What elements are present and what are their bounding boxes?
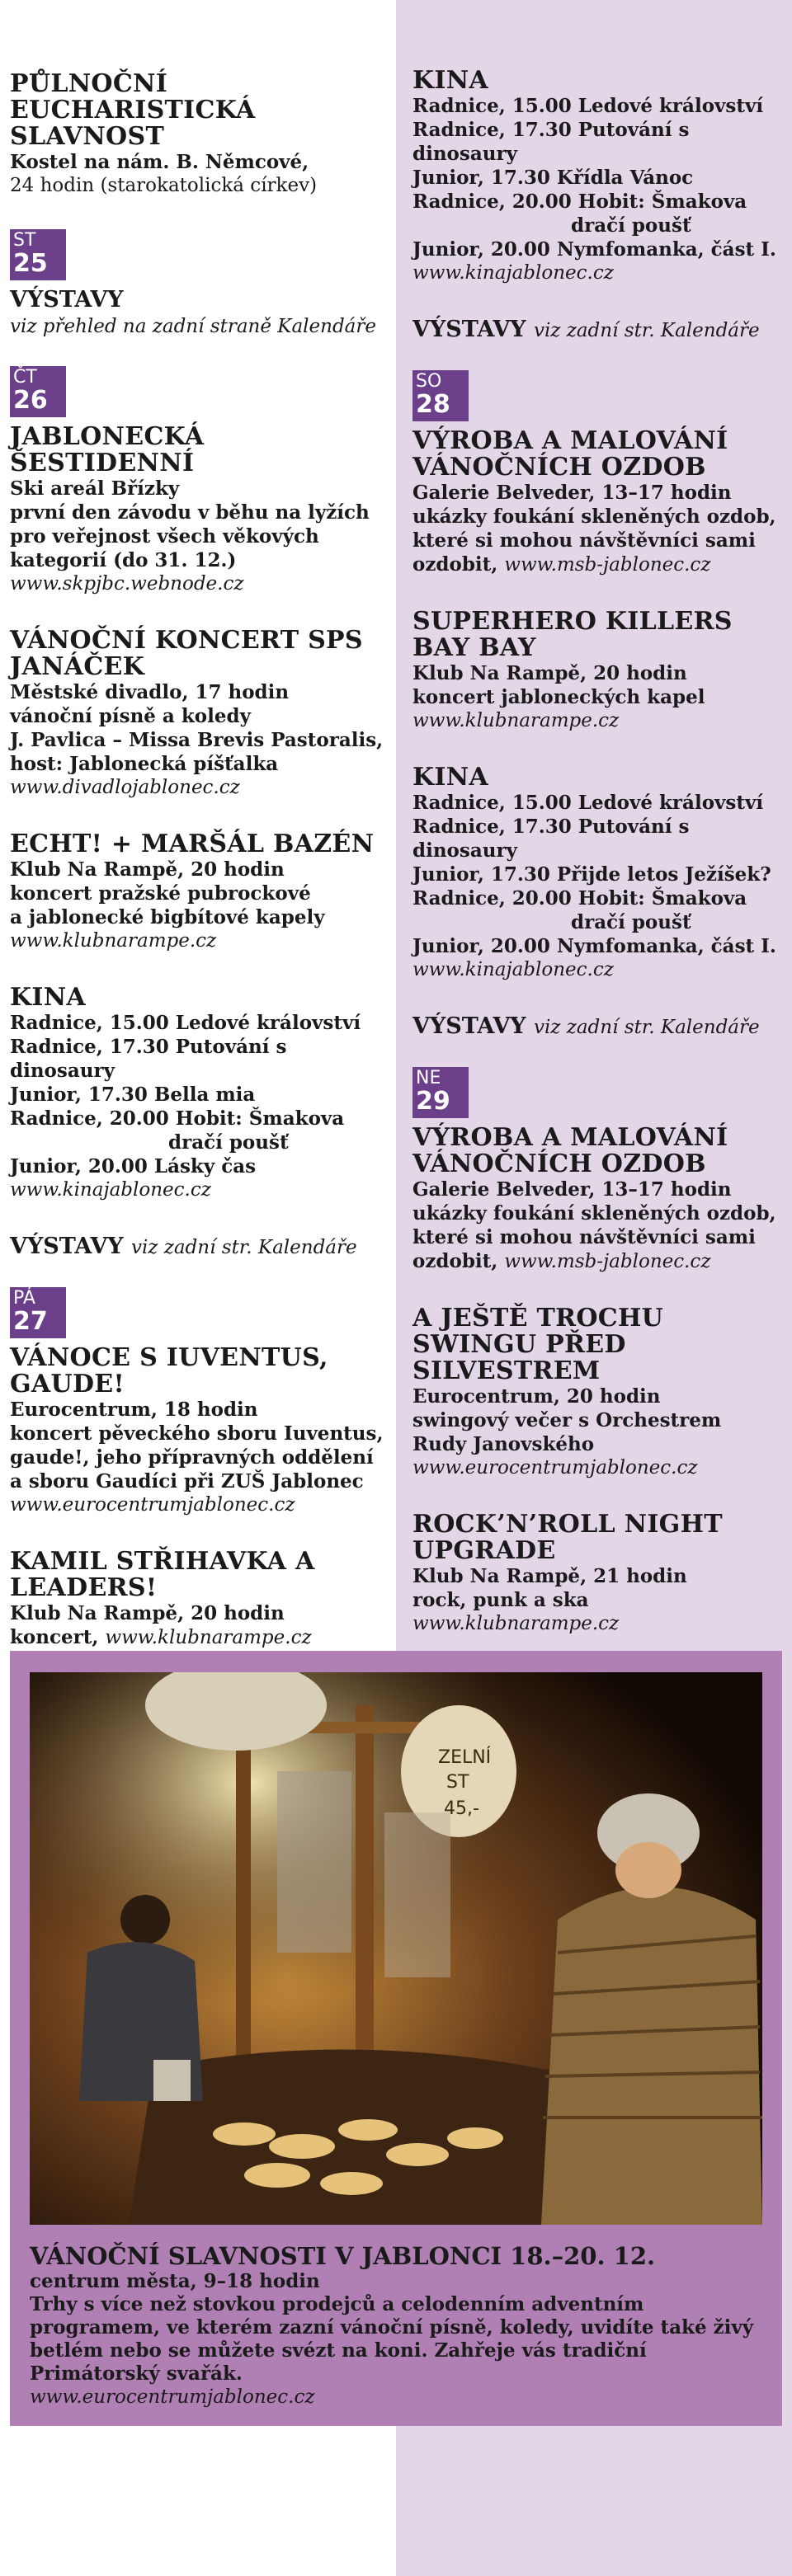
left-column [10,0,389,1681]
event-link[interactable]: www.klubnarampe.cz [412,710,620,731]
event-venue: Klub Na Rampě, 21 hodin [412,1565,687,1587]
exhibitions-title: VÝSTAVY [10,287,124,313]
event-link[interactable]: www.eurocentrumjablonec.cz [412,1457,698,1478]
event-title: KINA [412,66,489,95]
event-line: které si mohou návštěvníci sami [412,529,756,552]
event-title: JABLONECKÁ ŠESTIDENNÍ [10,422,205,477]
event-line: Radnice, 17.30 Putování s dinosaury [10,1036,287,1082]
event-line: J. Pavlica – Missa Brevis Pastoralis, [10,729,384,751]
event-line: ozdobit, [412,1250,505,1272]
event-venue: Klub Na Rampě, 20 hodin [10,1602,285,1624]
event-title: ROCK’N’ROLL NIGHT UPGRADE [412,1510,723,1565]
event-link[interactable]: www.divadlojablonec.cz [10,777,240,798]
event-line: kategorií (do 31. 12.) [10,549,237,571]
event-link[interactable]: www.msb-jablonec.cz [504,1251,711,1272]
event-line: Radnice, 20.00 Hobit: Šmakova [412,887,747,910]
event-rocknroll [412,1511,792,1636]
day-name: ČT [13,367,37,388]
day-badge-29 [412,1067,469,1118]
event-time: 24 hodin (starokatolická církev) [10,175,318,196]
event-line: první den závodu v běhu na lyžích [10,501,370,524]
event-line: koncert jabloneckých kapel [412,686,705,708]
event-kina-27 [412,68,792,285]
event-line: Junior, 20.00 Nymfomanka, část I. [412,238,776,261]
event-line: Junior, 17.30 Křídla Vánoc [412,167,694,189]
event-line: koncert pěveckého sboru Iuventus, [10,1422,384,1445]
event-venue: Galerie Belveder, 13–17 hodin [412,1178,732,1201]
event-link[interactable]: www.kinajablonec.cz [412,959,614,980]
day-name: SO [416,371,442,392]
event-line: ukázky foukání skleněných ozdob, [412,1202,776,1225]
event-title: PŮLNOČNÍ EUCHARISTICKÁ SLAVNOST [10,69,256,151]
exhibitions-note: viz zadní str. Kalendáře [130,1237,357,1258]
day-badge-26 [10,366,66,417]
event-ornaments-28 [412,428,792,577]
exhibitions-26 [10,1234,389,1259]
day-badge-25 [10,229,66,280]
event-venue: Kostel na nám. B. Němcové, [10,151,309,173]
day-name: PÁ [13,1288,35,1309]
event-line: a jablonecké bigbítové kapely [10,906,325,928]
event-line: Radnice, 17.30 Putování s dinosaury [412,816,690,862]
event-line: Junior, 20.00 Nymfomanka, část I. [412,935,776,957]
feature-caption [30,2243,764,2409]
feature-venue: centrum města, 9–18 hodin [30,2270,320,2292]
event-title: ECHT! + MARŠÁL BAZÉN [10,830,375,858]
feature-box [10,1651,782,2426]
sign-text: ST [446,1772,469,1793]
event-link[interactable]: www.kinajablonec.cz [412,262,614,284]
event-sps-janacek [10,628,389,800]
event-title: KINA [10,983,87,1012]
event-title: VÁNOCE S IUVENTUS, GAUDE! [10,1343,328,1398]
event-venue: Městské divadlo, 17 hodin [10,681,290,703]
exhibitions-27 [412,317,792,342]
event-line: Rudy Janovského [412,1433,595,1455]
day-number: 29 [416,1087,450,1116]
event-venue: Galerie Belveder, 13–17 hodin [412,482,732,504]
event-link[interactable]: www.eurocentrumjablonec.cz [10,1494,295,1516]
event-link[interactable]: www.skpjbc.webnode.cz [10,573,244,595]
exhibitions-title: VÝSTAVY [412,1013,526,1039]
event-line: Radnice, 15.00 Ledové království [412,792,764,814]
event-venue: Klub Na Rampě, 20 hodin [10,858,285,881]
right-column [412,0,792,1667]
event-strihavka [10,1549,389,1650]
day-badge-28 [412,370,469,421]
event-line: Radnice, 20.00 Hobit: Šmakova [10,1107,345,1130]
event-swing [412,1305,792,1480]
event-venue: Ski areál Břízky [10,477,180,500]
event-line: vánoční písně a koledy [10,705,251,727]
event-link[interactable]: www.msb-jablonec.cz [504,554,711,576]
event-line: host: Jablonecká píšťalka [10,753,279,775]
event-line: dračí poušť [571,214,691,237]
event-line: dračí poušť [168,1131,289,1154]
event-line: ozdobit, [412,553,505,576]
day-number: 27 [13,1307,48,1336]
sign-text: 45,- [444,1798,479,1819]
event-sestidenni [10,424,389,596]
event-line: swingový večer s Orchestrem [412,1409,722,1431]
event-line: dračí poušť [571,911,691,933]
event-title: KINA [412,763,489,792]
event-line: Radnice, 17.30 Putování s dinosaury [412,119,690,165]
event-line: koncert, [10,1626,106,1648]
exhibitions-title: VÝSTAVY [10,1234,124,1259]
exhibitions-note: viz zadní str. Kalendáře [533,320,760,341]
sign-text: ZELNÍ [438,1747,492,1768]
event-kina-28 [412,764,792,982]
event-line: koncert pražské pubrockové [10,882,311,905]
event-line: Junior, 17.30 Přijde letos Ježíšek? [412,863,771,886]
event-line: Junior, 17.30 Bella mia [10,1084,256,1106]
day-name: ST [13,230,36,251]
event-line: rock, punk a ska [412,1589,589,1611]
exhibitions-28 [412,1013,792,1039]
event-venue: Klub Na Rampě, 20 hodin [412,662,687,684]
day-badge-27 [10,1287,66,1338]
christmas-market-image [30,1672,762,2225]
exhibitions-25 [10,287,389,338]
event-title: SUPERHERO KILLERS BAY BAY [412,607,733,662]
event-link[interactable]: www.kinajablonec.cz [10,1179,211,1201]
event-ornaments-29 [412,1125,792,1274]
event-link[interactable]: www.klubnarampe.cz [412,1613,620,1634]
day-number: 28 [416,390,450,419]
feature-title: VÁNOČNÍ SLAVNOSTI V JABLONCI 18.–20. 12. [30,2242,656,2270]
event-echt-marsal [10,831,389,953]
event-title: A JEŠTĚ TROCHU SWINGU PŘED SILVESTREM [412,1304,664,1385]
event-line: pro veřejnost všech věkových [10,525,319,548]
day-number: 26 [13,386,48,415]
day-number: 25 [13,249,48,278]
event-title: VÁNOČNÍ KONCERT SPS JANÁČEK [10,626,363,681]
market-photo [30,1672,762,2225]
event-venue: Eurocentrum, 20 hodin [412,1385,661,1408]
event-line: ukázky foukání skleněných ozdob, [412,505,776,528]
exhibitions-note: viz zadní str. Kalendáře [533,1017,760,1038]
event-kina-26 [10,985,389,1202]
event-iuventus [10,1345,389,1517]
event-title: VÝROBA A MALOVÁNÍ VÁNOČNÍCH OZDOB [412,1123,728,1178]
feature-description: Trhy s více než stovkou prodejců a celodenním adventním programem, ve kterém zazní vánoční písně, koledy, uvidíte také živý betlém nebo se můžete svézt na koni. Zahřeje vás tradiční Primátorský svařák. [30,2293,754,2385]
event-line: Junior, 20.00 Lásky čas [10,1155,257,1178]
event-link[interactable]: www.klubnarampe.cz [10,930,217,952]
event-link[interactable]: www.klubnarampe.cz [105,1627,312,1648]
event-line: gaude!, jeho přípravných oddělení [10,1446,374,1469]
day-name: NE [416,1068,441,1088]
event-line: Radnice, 20.00 Hobit: Šmakova [412,190,747,213]
event-line: Radnice, 15.00 Ledové království [10,1012,361,1034]
event-title: KAMIL STŘIHAVKA A LEADERS! [10,1547,315,1602]
event-line: a sboru Gaudíci při ZUŠ Jablonec [10,1470,364,1492]
exhibitions-title: VÝSTAVY [412,317,526,342]
feature-link[interactable]: www.eurocentrumjablonec.cz [30,2386,315,2408]
event-venue: Eurocentrum, 18 hodin [10,1398,258,1421]
exhibitions-note: viz přehled na zadní straně Kalendáře [10,316,376,337]
event-title: VÝROBA A MALOVÁNÍ VÁNOČNÍCH OZDOB [412,426,728,482]
event-line: které si mohou návštěvníci sami [412,1226,756,1248]
event-line: Radnice, 15.00 Ledové království [412,95,764,117]
event-superhero-killers [412,609,792,733]
event-midnight-mass [10,71,389,198]
